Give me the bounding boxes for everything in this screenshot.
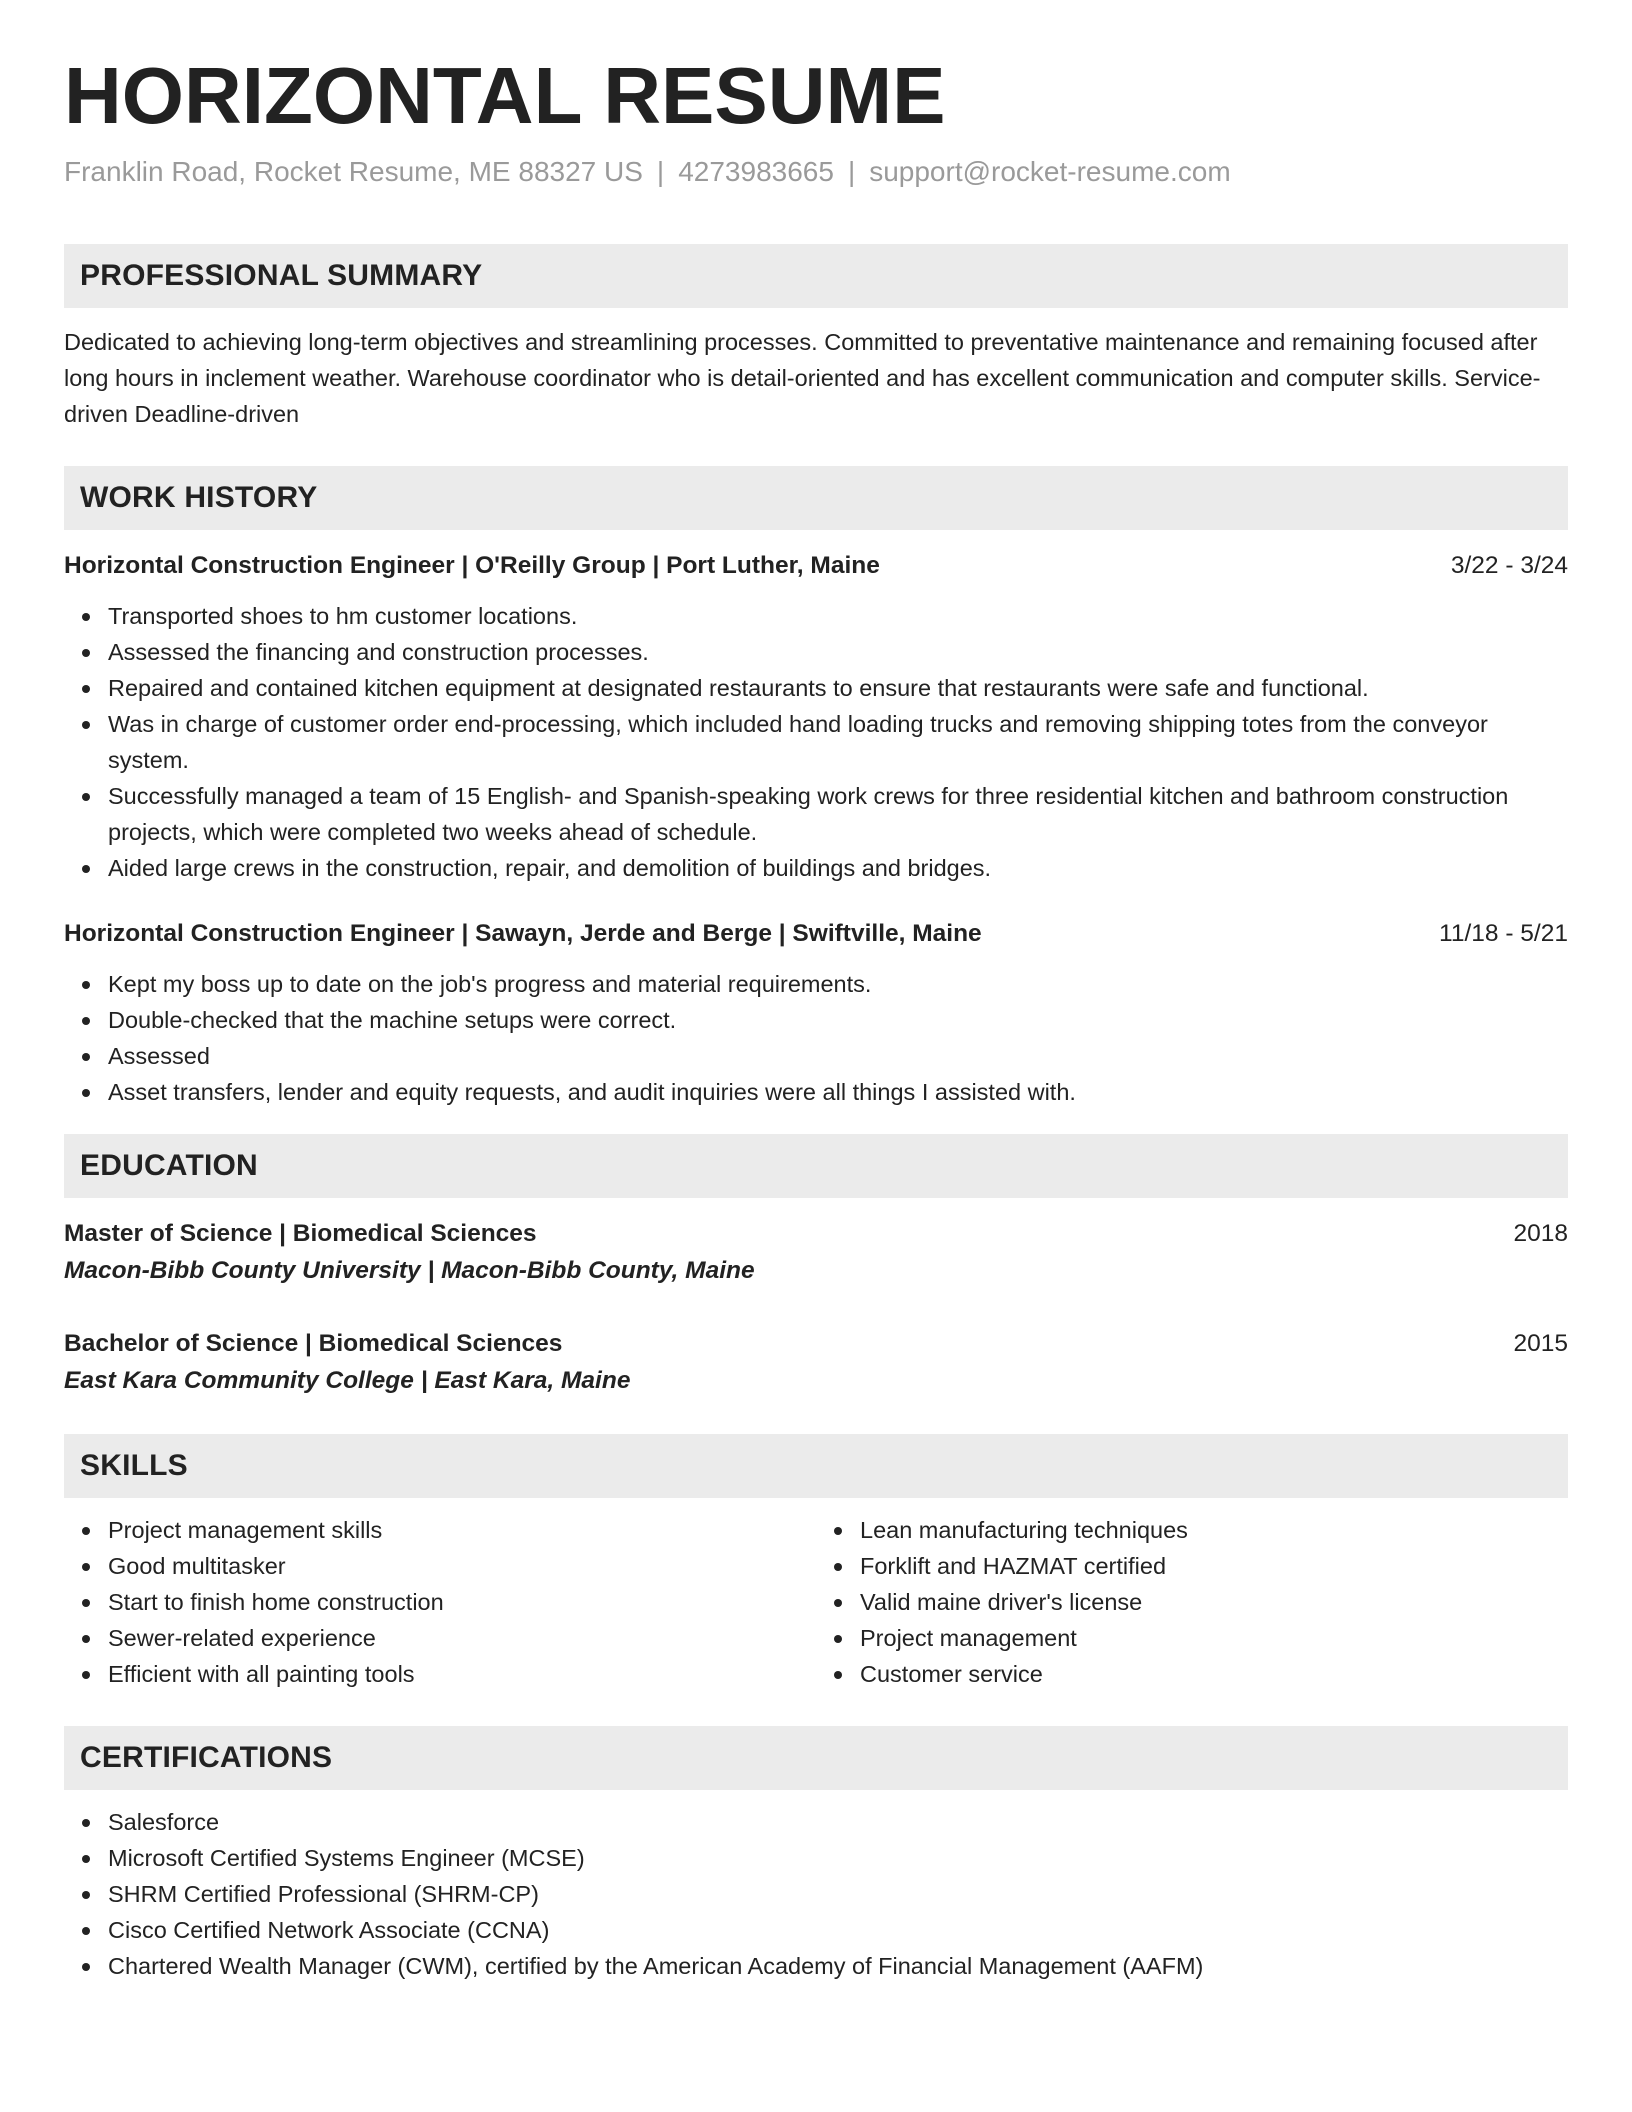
contact-address: Franklin Road, Rocket Resume, ME 88327 US <box>64 156 643 187</box>
edu-year: 2018 <box>1513 1220 1568 1248</box>
list-item: SHRM Certified Professional (SHRM-CP) <box>108 1876 1568 1912</box>
list-item: Kept my boss up to date on the job's progress and material requirements. <box>108 966 1568 1002</box>
contact-email: support@rocket-resume.com <box>869 156 1231 187</box>
job-dates: 3/22 - 3/24 <box>1450 552 1568 580</box>
resume-name: HORIZONTAL RESUME <box>64 51 946 140</box>
edu-year: 2015 <box>1513 1330 1568 1358</box>
edu-degree: Bachelor of Science | Biomedical Sciences <box>64 1330 563 1358</box>
certifications-section-header <box>64 1726 1568 1790</box>
list-item: Assessed <box>108 1038 1568 1074</box>
list-item: Start to finish home construction <box>108 1584 816 1620</box>
job-bullets <box>64 598 1568 886</box>
education-entry <box>64 1326 1568 1400</box>
job-entry <box>64 916 1568 1110</box>
list-item: Chartered Wealth Manager (CWM), certified by the American Academy of Financial Management (AAFM) <box>108 1948 1568 1984</box>
list-item: Project management <box>860 1620 1568 1656</box>
education-section-header <box>64 1134 1568 1198</box>
skills-section-header <box>64 1434 1568 1498</box>
skills-column-left <box>64 1512 816 1692</box>
edu-degree: Master of Science | Biomedical Sciences <box>64 1220 537 1248</box>
list-item: Successfully managed a team of 15 English- and Spanish-speaking work crews for three residential kitchen and bathroom construction projects, which were completed two weeks ahead of schedule. <box>108 778 1568 850</box>
contact-line <box>64 154 1568 190</box>
list-item: Good multitasker <box>108 1548 816 1584</box>
list-item: Asset transfers, lender and equity requests, and audit inquiries were all things I assisted with. <box>108 1074 1568 1110</box>
list-item: Aided large crews in the construction, repair, and demolition of buildings and bridges. <box>108 850 1568 886</box>
skills-heading: SKILLS <box>80 1449 188 1483</box>
contact-phone: 4273983665 <box>678 156 834 187</box>
list-item: Lean manufacturing techniques <box>860 1512 1568 1548</box>
contact-separator: | <box>656 156 665 187</box>
edu-school: East Kara Community College | East Kara, Maine <box>64 1367 631 1395</box>
certifications-list <box>64 1804 1568 1984</box>
work-heading: WORK HISTORY <box>80 481 318 515</box>
skills-list-left <box>64 1512 816 1692</box>
job-title: Horizontal Construction Engineer | O'Reilly Group | Port Luther, Maine <box>64 552 880 580</box>
skills-column-right <box>816 1512 1568 1692</box>
edu-school: Macon-Bibb County University | Macon-Bibb County, Maine <box>64 1257 755 1285</box>
list-item: Efficient with all painting tools <box>108 1656 816 1692</box>
list-item: Salesforce <box>108 1804 1568 1840</box>
work-section-header <box>64 466 1568 530</box>
list-item: Valid maine driver's license <box>860 1584 1568 1620</box>
job-entry <box>64 548 1568 886</box>
list-item: Cisco Certified Network Associate (CCNA) <box>108 1912 1568 1948</box>
list-item: Double-checked that the machine setups were correct. <box>108 1002 1568 1038</box>
job-bullets <box>64 966 1568 1110</box>
job-title: Horizontal Construction Engineer | Sawayn, Jerde and Berge | Swiftville, Maine <box>64 920 982 948</box>
skills-list-right <box>816 1512 1568 1692</box>
list-item: Repaired and contained kitchen equipment at designated restaurants to ensure that restaurants were safe and functional. <box>108 670 1568 706</box>
summary-heading: PROFESSIONAL SUMMARY <box>80 259 483 293</box>
job-dates: 11/18 - 5/21 <box>1439 920 1568 948</box>
certifications-heading: CERTIFICATIONS <box>80 1741 333 1775</box>
list-item: Customer service <box>860 1656 1568 1692</box>
list-item: Microsoft Certified Systems Engineer (MCSE) <box>108 1840 1568 1876</box>
list-item: Was in charge of customer order end-processing, which included hand loading trucks and removing shipping totes from the conveyor system. <box>108 706 1568 778</box>
list-item: Project management skills <box>108 1512 816 1548</box>
summary-text: Dedicated to achieving long-term objectives and streamlining processes. Committed to preventative maintenance and remaining focused after long hours in inclement weather. Warehouse coordinator who is detail-oriented and has excellent communication and computer skills. Service-driven Deadline-driven <box>64 329 1541 428</box>
list-item: Transported shoes to hm customer locations. <box>108 598 1568 634</box>
education-heading: EDUCATION <box>80 1149 258 1183</box>
list-item: Assessed the financing and construction processes. <box>108 634 1568 670</box>
summary-section-header <box>64 244 1568 308</box>
skills-grid <box>64 1512 1568 1692</box>
contact-separator: | <box>847 156 856 187</box>
list-item: Sewer-related experience <box>108 1620 816 1656</box>
education-entry <box>64 1216 1568 1290</box>
list-item: Forklift and HAZMAT certified <box>860 1548 1568 1584</box>
